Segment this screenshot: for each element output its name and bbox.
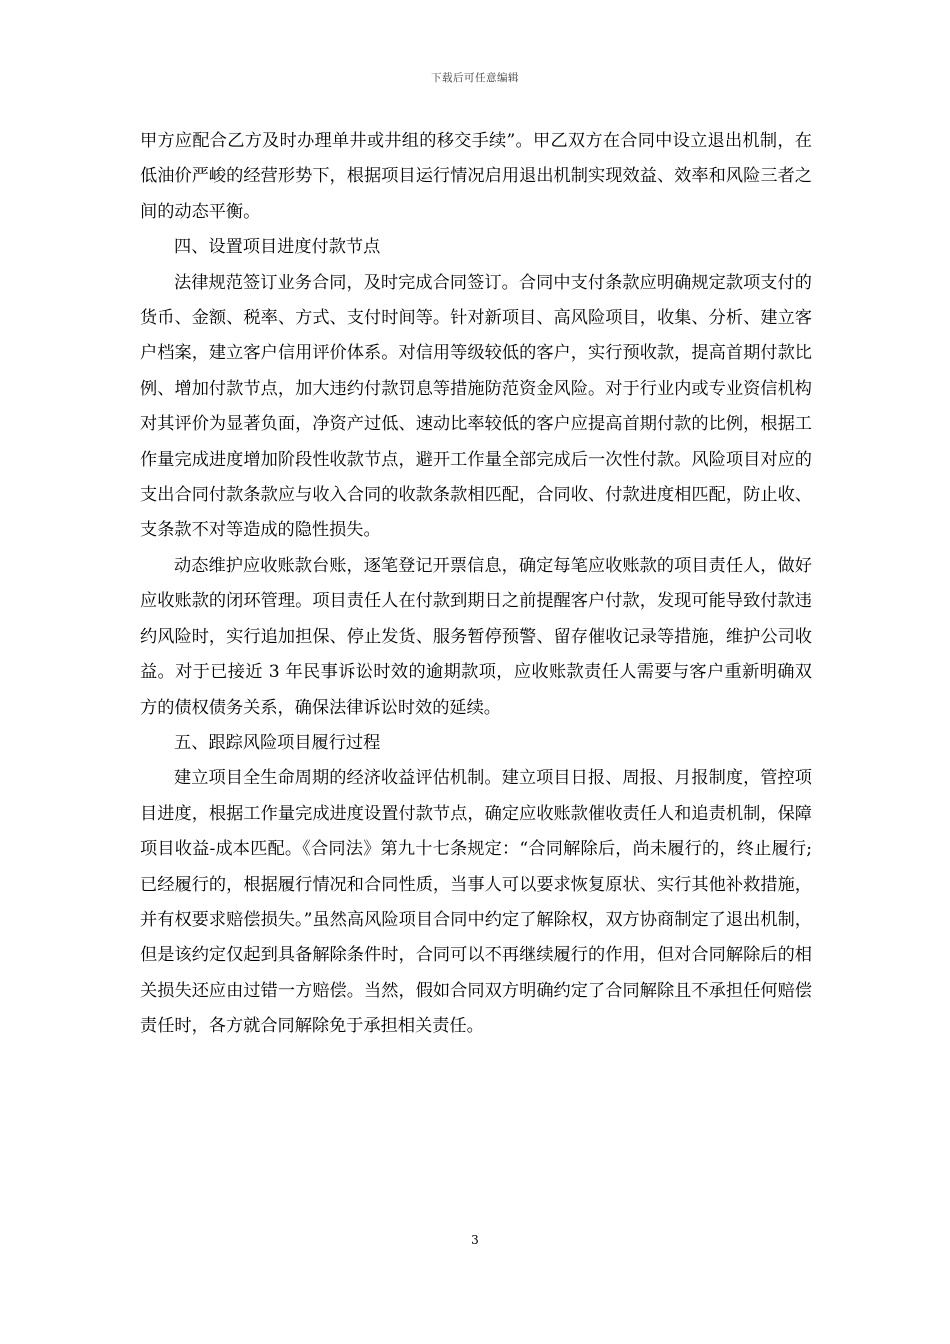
document-body xyxy=(140,124,812,1045)
section-heading-payment-nodes: 四、设置项目进度付款节点 xyxy=(174,237,381,258)
paragraph-lifecycle-evaluation: 建立项目全生命周期的经济收益评估机制。建立项目日报、周报、月报制度，管控项目进度，根据工作量完成进度设置付款节点，确定应收账款催收责任人和追责机制，保障项目收益-成本匹配。《合同法》第九十七条规定：“合同解除后，尚未履行的，终止履行;已经履行的，根据履行情况和合同性质，当事人可以要求恢复原状、实行其他补救措施，并有权要求赔偿损失。”虽然高风险项目合同中约定了解除权，双方协商制定了退出机制，但是该约定仅起到具备解除条件时，合同可以不再继续履行的作用，但对合同解除后的相关损失还应由过错一方赔偿。当然，假如合同双方明确约定了合同解除且不承担任何赔偿责任时，各方就合同解除免于承担相关责任。 xyxy=(140,768,812,1037)
paragraph-receivables-ledger: 动态维护应收账款台账，逐笔登记开票信息，确定每笔应收账款的项目责任人，做好应收账款的闭环管理。项目责任人在付款到期日之前提醒客户付款，发现可能导致付款违约风险时，实行追加担保、停止发货、服务暂停预警、留存催收记录等措施，维护公司收益。对于已接近 3 年民事诉讼时效的逾期款项，应收账款责任人需要与客户重新明确双方的债权债务关系，确保法律诉讼时效的延续。 xyxy=(140,555,812,718)
paragraph-contract-signing: 法律规范签订业务合同，及时完成合同签订。合同中支付条款应明确规定款项支付的货币、金额、税率、方式、支付时间等。针对新项目、高风险项目，收集、分析、建立客户档案，建立客户信用评价体系。对信用等级较低的客户，实行预收款，提高首期付款比例、增加付款节点，加大违约付款罚息等措施防范资金风险。对于行业内或专业资信机构对其评价为显著负面，净资产过低、速动比率较低的客户应提高首期付款的比例，根据工作量完成进度增加阶段性收款节点，避开工作量全部完成后一次性付款。风险项目对应的支出合同付款条款应与收入合同的收款条款相匹配，合同收、付款进度相匹配，防止收、支条款不对等造成的隐性损失。 xyxy=(140,272,812,541)
page-header-note: 下载后可任意编辑 xyxy=(431,72,519,84)
section-heading-risk-tracking: 五、跟踪风险项目履行过程 xyxy=(174,732,381,753)
page-number: 3 xyxy=(471,1233,479,1247)
paragraph-exit-mechanism: 甲方应配合乙方及时办理单井或井组的移交手续”。甲乙双方在合同中设立退出机制，在低油价严峻的经营形势下，根据项目运行情况启用退出机制实现效益、效率和风险三者之间的动态平衡。 xyxy=(140,131,812,222)
